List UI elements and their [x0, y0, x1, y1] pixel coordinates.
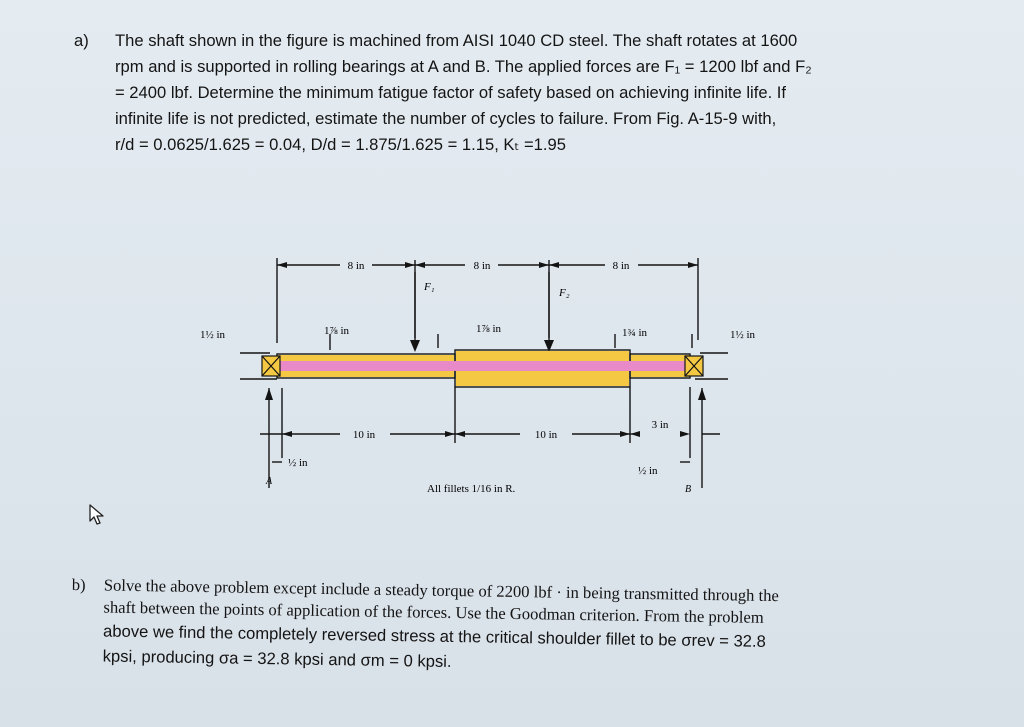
dim-top-2: 8 in — [473, 260, 491, 272]
part-a-line: = 2400 lbf. Determine the minimum fatigue factor of safety based on achieving infinite life. If — [115, 83, 787, 102]
part-a-label: a) — [74, 31, 89, 50]
part-b-line: kpsi, producing σa = 32.8 kpsi and σm = 0 kpsi. — [102, 646, 452, 671]
shaft-figure — [180, 248, 800, 508]
part-a-line: r/d = 0.0625/1.625 = 0.04, D/d = 1.875/1.625 = 1.15, Kₜ =1.95 — [115, 135, 566, 154]
end-dim-a: ½ in — [288, 457, 308, 469]
part-b-label: b) — [71, 574, 86, 595]
diameter-label: 1¾ in — [622, 327, 648, 339]
part-a-line: The shaft shown in the figure is machined from AISI 1040 CD steel. The shaft rotates at 1600 — [115, 31, 798, 50]
force-label-f2: F₂ — [559, 287, 570, 299]
diameter-label: 1½ in — [200, 329, 226, 341]
support-label-b: B — [685, 484, 692, 495]
part-b-line: Solve the above problem except include a steady torque of 2200 lbf · in being transmitted through the — [103, 575, 779, 606]
dim-top-3: 8 in — [612, 260, 630, 272]
part-b-line: shaft between the points of application of the forces. Use the Goodman criterion. From the problem — [103, 597, 764, 627]
part-b-line: above we find the completely reversed stress at the critical shoulder fillet to be σrev = 32.8 — [102, 621, 766, 651]
part-a-line: rpm and is supported in rolling bearings at A and B. The applied forces are F₁ = 1200 lbf and F₂ — [115, 57, 812, 76]
dim-top-1: 8 in — [347, 260, 365, 272]
support-label-a: A — [266, 476, 273, 487]
dim-bottom-2: 10 in — [534, 429, 558, 441]
part-b — [71, 574, 972, 671]
part-b-text — [103, 575, 964, 682]
mouse-pointer-icon — [88, 503, 106, 527]
diameter-label: 1⅞ in — [324, 325, 350, 337]
dim-bottom-3: 3 in — [651, 419, 669, 431]
diameter-label: 1½ in — [730, 329, 756, 341]
part-a-line: infinite life is not predicted, estimate the number of cycles to failure. From Fig. A-15-9 with, — [115, 109, 777, 128]
diameter-label: 1⅞ in — [476, 323, 502, 335]
fillet-note: All fillets 1/16 in R. — [427, 483, 516, 495]
force-label-f1: F₁ — [424, 281, 435, 293]
end-dim-b: ½ in — [638, 465, 658, 477]
dim-bottom-1: 10 in — [352, 429, 376, 441]
part-a-text — [115, 28, 985, 158]
